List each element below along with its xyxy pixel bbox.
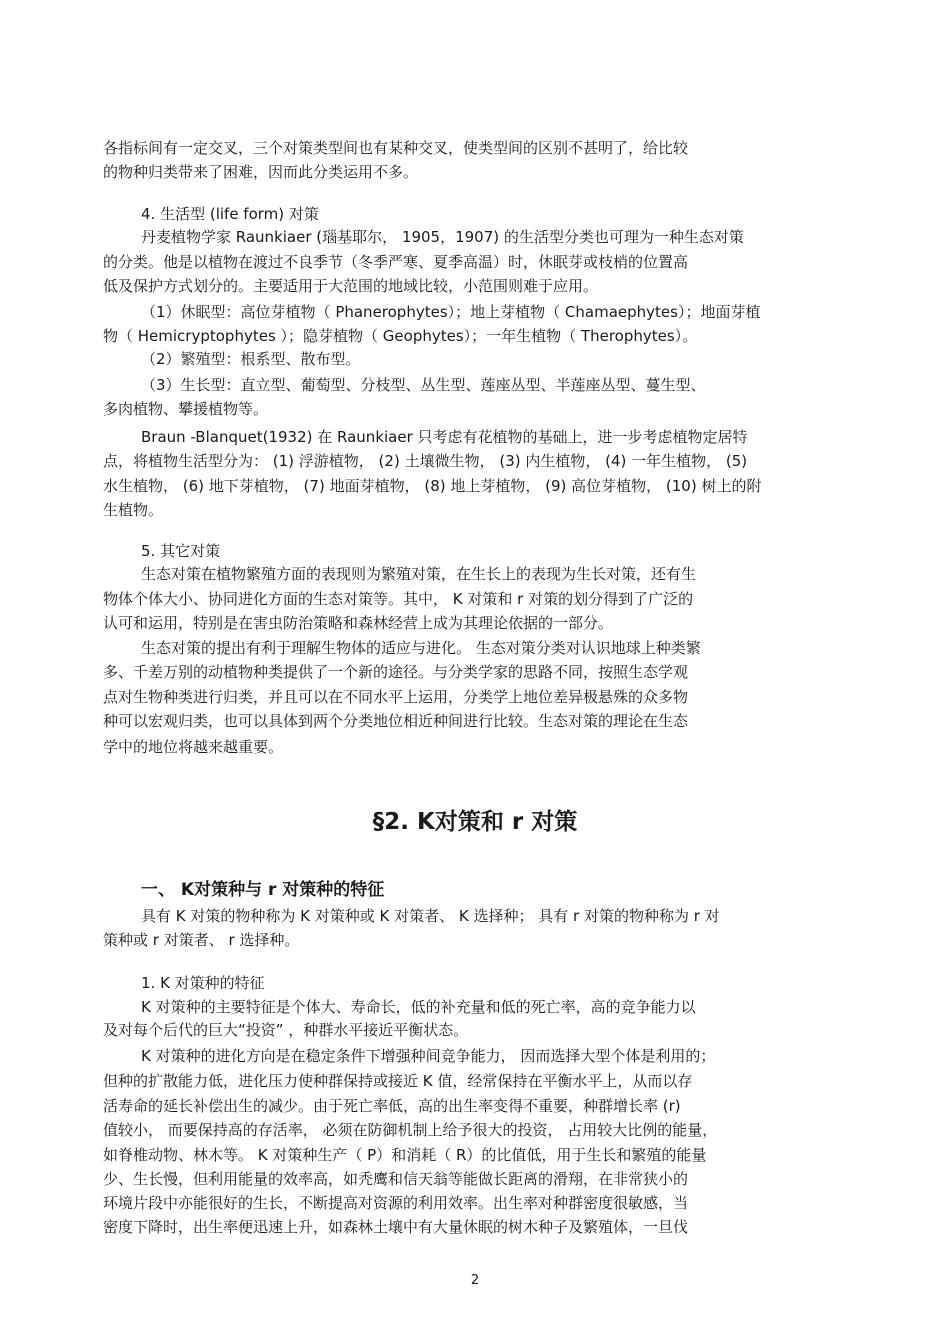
body-line: 密度下降时，出生率便迅速上升，如森林土壤中有大量休眠的树木种子及繁殖体，一旦伐 <box>103 1218 689 1236</box>
body-line: 具有 K 对策的物种称为 K 对策种或 K 对策者、 K 选择种； 具有 r 对策的物种称为 r 对 <box>141 907 720 925</box>
body-line: 但种的扩散能力低，进化压力使种群保持或接近 K 值，经常保持在平衡水平上，从而以存 <box>103 1072 693 1090</box>
page-number: 2 <box>470 1273 480 1288</box>
body-line: 丹麦植物学家 Raunkiaer (瑙基耶尔， 1905，1907) 的生活型分类也可理为一种生态对策 <box>141 228 744 246</box>
body-line: 生态对策在植物繁殖方面的表现则为繁殖对策，在生长上的表现为生长对策，还有生 <box>141 565 697 583</box>
body-line: 多肉植物、攀援植物等。 <box>103 400 269 418</box>
body-line: K 对策种的进化方向是在稳定条件下增强种间竞争能力， 因而选择大型个体是利用的； <box>141 1047 716 1065</box>
body-line: 认可和运用，特别是在害虫防治策略和森林经营上成为其理论依据的一部分。 <box>103 614 614 632</box>
body-line: 策种或 r 对策者、 r 选择种。 <box>103 931 300 949</box>
body-line: 如脊椎动物、林木等。 K 对策种生产（ P）和消耗（ R）的比值低，用于生长和繁殖的能量 <box>103 1146 707 1164</box>
body-line: 的分类。他是以植物在渡过不良季节（冬季严寒、夏季高温）时，休眠芽或枝梢的位置高 <box>103 253 689 271</box>
body-line: 点，将植物生活型分为： (1) 浮游植物， (2) 土壤微生物， (3) 内生植物， (4) 一年生植物， (5) <box>103 452 748 470</box>
body-line: 生态对策的提出有利于理解生物体的适应与进化。 生态对策分类对认识地球上种类繁 <box>141 639 701 657</box>
body-line: K 对策种的主要特征是个体大、寿命长，低的补充量和低的死亡率，高的竞争能力以 <box>141 998 696 1016</box>
section-heading: 一、 K对策种与 r 对策种的特征 <box>141 880 385 900</box>
body-line: （1）休眠型：高位芽植物（ Phanerophytes）；地上芽植物（ Chamaephytes）；地面芽植 <box>141 303 761 321</box>
section-title: §2. K对策和 r 对策 <box>372 809 578 835</box>
body-line: 少、生长慢，但利用能量的效率高，如秃鹰和信天翁等能做长距离的滑翔，在非常狭小的 <box>103 1170 689 1188</box>
subsection-heading: 4. 生活型 (life form) 对策 <box>141 205 319 223</box>
body-line: 值较小， 而要保持高的存活率， 必须在防御机制上给予很大的投资， 占用较大比例的能量， <box>103 1121 718 1139</box>
subsection-heading: 1. K 对策种的特征 <box>141 974 265 992</box>
body-line: Braun -Blanquet(1932) 在 Raunkiaer 只考虑有花植物的基础上，进一步考虑植物定居特 <box>141 428 748 446</box>
body-line: 物（ Hemicryptophytes ）；隐芽植物（ Geophytes）；一年生植物（ Therophytes）。 <box>103 327 698 345</box>
body-line: 及对每个后代的巨大“投资” ，种群水平接近平衡状态。 <box>103 1021 469 1039</box>
body-line: 各指标间有一定交叉，三个对策类型间也有某种交叉，使类型间的区别不甚明了，给比较 <box>103 139 689 157</box>
body-line: 环境片段中亦能很好的生长，不断提高对资源的利用效率。出生率对种群密度很敏感，当 <box>103 1194 689 1212</box>
body-line: 种可以宏观归类，也可以具体到两个分类地位相近种间进行比较。生态对策的理论在生态 <box>103 712 689 730</box>
subsection-heading: 5. 其它对策 <box>141 542 221 560</box>
body-line: 水生植物， (6) 地下芽植物， (7) 地面芽植物， (8) 地上芽植物， (9) 高位芽植物， (10) 树上的附 <box>103 477 762 495</box>
body-line: （2）繁殖型：根系型、散布型。 <box>141 350 361 368</box>
body-line: 生植物。 <box>103 501 164 519</box>
body-line: （3）生长型：直立型、葡萄型、分枝型、丛生型、莲座丛型、半莲座丛型、蔓生型、 <box>141 376 706 394</box>
body-line: 的物种归类带来了困难，因而此分类运用不多。 <box>103 163 419 181</box>
body-line: 点对生物种类进行归类，并且可以在不同水平上运用，分类学上地位差异极悬殊的众多物 <box>103 688 689 706</box>
body-line: 多、千差万别的动植物种类提供了一个新的途径。与分类学家的思路不同，按照生态学观 <box>103 663 689 681</box>
body-line: 学中的地位将越来越重要。 <box>103 738 284 756</box>
body-line: 物体个体大小、协同进化方面的生态对策等。其中， K 对策和 r 对策的划分得到了广泛的 <box>103 590 694 608</box>
body-line: 低及保护方式划分的。主要适用于大范围的地域比较，小范围则难于应用。 <box>103 277 599 295</box>
body-line: 活寿命的延长补偿出生的减少。由于死亡率低，高的出生率变得不重要，种群增长率 (r) <box>103 1097 681 1115</box>
